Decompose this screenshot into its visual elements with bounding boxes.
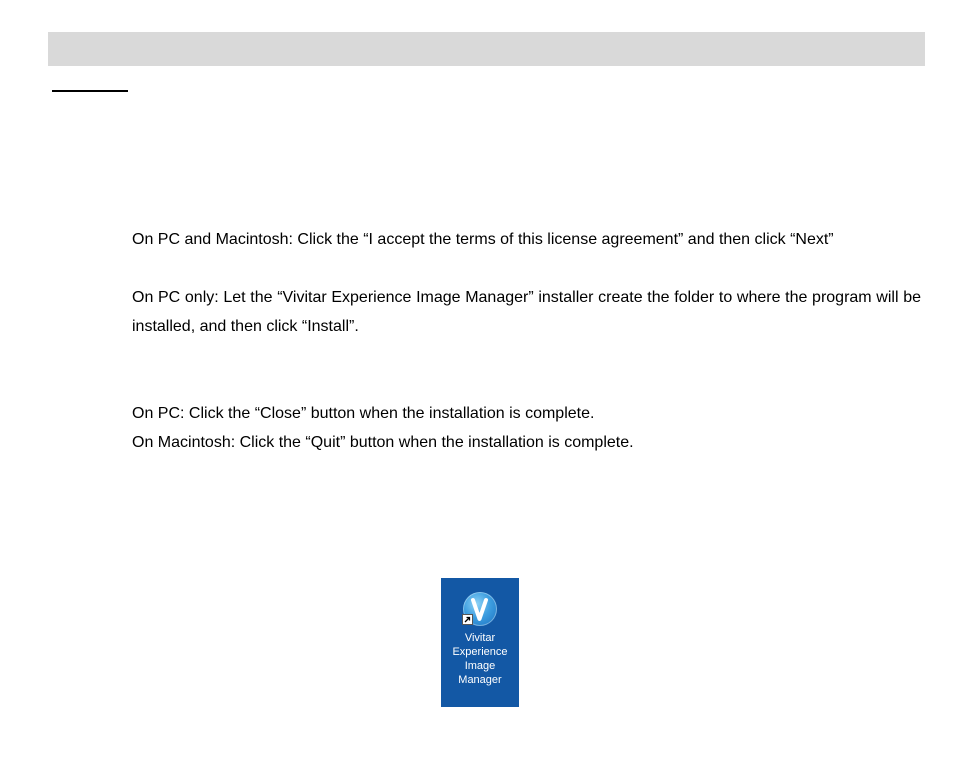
shortcut-label-line: Experience	[452, 646, 508, 658]
close-step-mac-text: On Macintosh: Click the “Quit” button when the installation is complete.	[132, 434, 634, 451]
install-step-text: On PC only: Let the “Vivitar Experience Image Manager” installer create the folder to where the program will be installed, and then click “Install”.	[132, 289, 921, 335]
close-step-pc-text: On PC: Click the “Close” button when the installation is complete.	[132, 405, 595, 422]
shortcut-arrow-icon	[462, 614, 473, 625]
section-header-bar	[48, 32, 925, 66]
vivitar-image-manager-shortcut[interactable]	[441, 578, 519, 707]
shortcut-label	[441, 631, 519, 687]
shortcut-label-line: Image	[464, 660, 496, 672]
license-step-text: On PC and Macintosh: Click the “I accept the terms of this license agreement” and then click “Next”	[132, 231, 834, 248]
shortcut-label-line: Manager	[458, 674, 502, 686]
shortcut-label-line: Vivitar	[464, 632, 496, 644]
heading-underline	[52, 90, 128, 92]
